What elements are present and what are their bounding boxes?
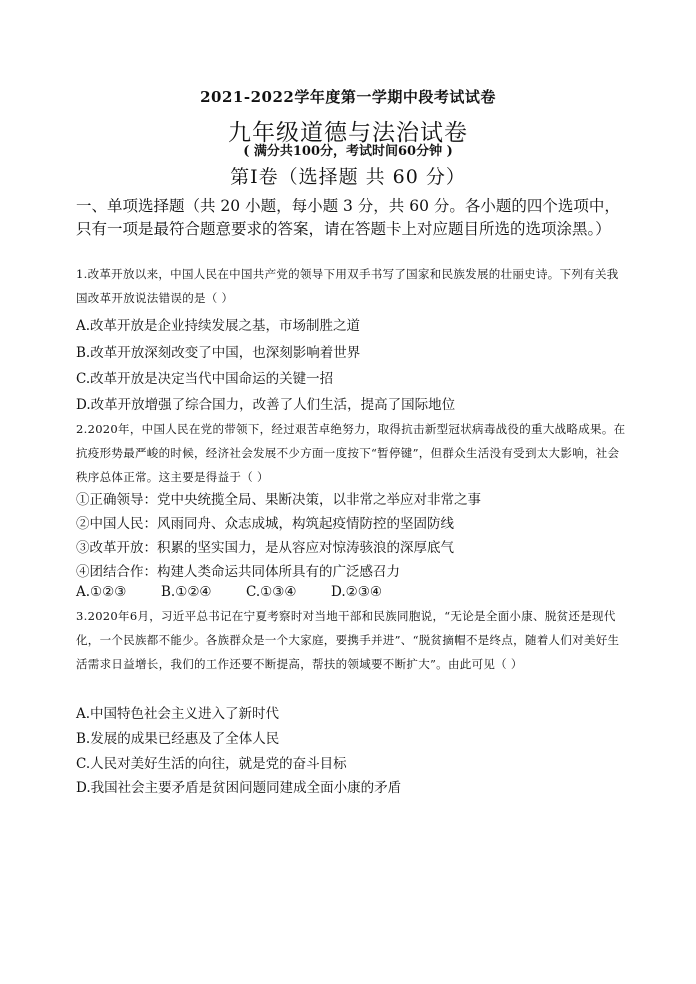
question-1-option-d: D.改革开放增强了综合国力，改善了人们生活，提高了国际地位: [76, 397, 456, 413]
question-2-statement-4: ④团结合作：构建人类命运共同体所具有的广泛感召力: [76, 564, 400, 580]
question-3-option-b: B.发展的成果已经惠及了全体人民: [76, 731, 280, 747]
question-2-option-d: D.②③④: [331, 584, 382, 600]
question-1-option-c: C.改革开放是决定当代中国命运的关键一招: [76, 371, 334, 387]
question-2-statement-1: ①正确领导：党中央统揽全局、果断决策，以非常之举应对非常之事: [76, 492, 481, 508]
question-2-option-a: A.①②③: [76, 584, 127, 600]
question-3-option-a: A.中国特色社会主义进入了新时代: [76, 706, 280, 722]
exam-note: ( 满分共100分，考试时间60分钟 ): [243, 144, 453, 159]
section-instructions: 一、单项选择题（共 20 小题，每小题 3 分，共 60 分。各小题的四个选项中，只有一项是最符合题意要求的答案，请在答题卡上对应题目所选的选项涂黑。）: [76, 197, 620, 238]
question-3-option-c: C.人民对美好生活的向往，就是党的奋斗目标: [76, 756, 347, 772]
question-3-option-d: D.我国社会主要矛盾是贫困问题同建成全面小康的矛盾: [76, 780, 402, 796]
question-2-stem: 2.2020年，中国人民在党的带领下，经过艰苦卓绝努力，取得抗击新型冠状病毒战役的重大战略成果。在抗疫形势最严峻的时候，经济社会发展不少方面一度按下“暂停键”，但群众生活没有受到太大影响，社会秩序总体正常。这主要是得益于（ ）: [76, 422, 626, 484]
question-2-options: [76, 584, 636, 600]
question-1-option-a: A.改革开放是企业持续发展之基，市场制胜之道: [76, 318, 361, 334]
question-2-option-b: B.①②④: [161, 584, 212, 600]
question-2-option-c: C.①③④: [246, 584, 297, 600]
question-1-stem: 1.改革开放以来，中国人民在中国共产党的领导下用双手书写了国家和民族发展的壮丽史诗。下列有关我国改革开放说法错误的是（ ）: [76, 267, 619, 305]
question-2-statement-2: ②中国人民：风雨同舟、众志成城，构筑起疫情防控的坚固防线: [76, 516, 454, 532]
question-3-stem: 3.2020年6月，习近平总书记在宁夏考察时对当地干部和民族同胞说，“无论是全面小康、脱贫还是现代化，一个民族都不能少。各族群众是一个大家庭，要携手并进”、“脱贫摘帽不是终点，随着人们对美好生活需求日益增长，我们的工作还要不断提高，帮扶的领域要不断扩大”。由此可见（ ）: [76, 609, 620, 671]
question-1-option-b: B.改革开放深刻改变了中国，也深刻影响着世界: [76, 345, 361, 361]
subject-title: 九年级道德与法治试卷: [228, 120, 468, 146]
exam-title: 2021-2022学年度第一学期中段考试试卷: [200, 88, 496, 106]
volume-title: 第Ⅰ卷（选择题 共 60 分）: [230, 166, 466, 188]
question-2-statement-3: ③改革开放：积累的坚实国力，是从容应对惊涛骇浪的深厚底气: [76, 540, 454, 556]
